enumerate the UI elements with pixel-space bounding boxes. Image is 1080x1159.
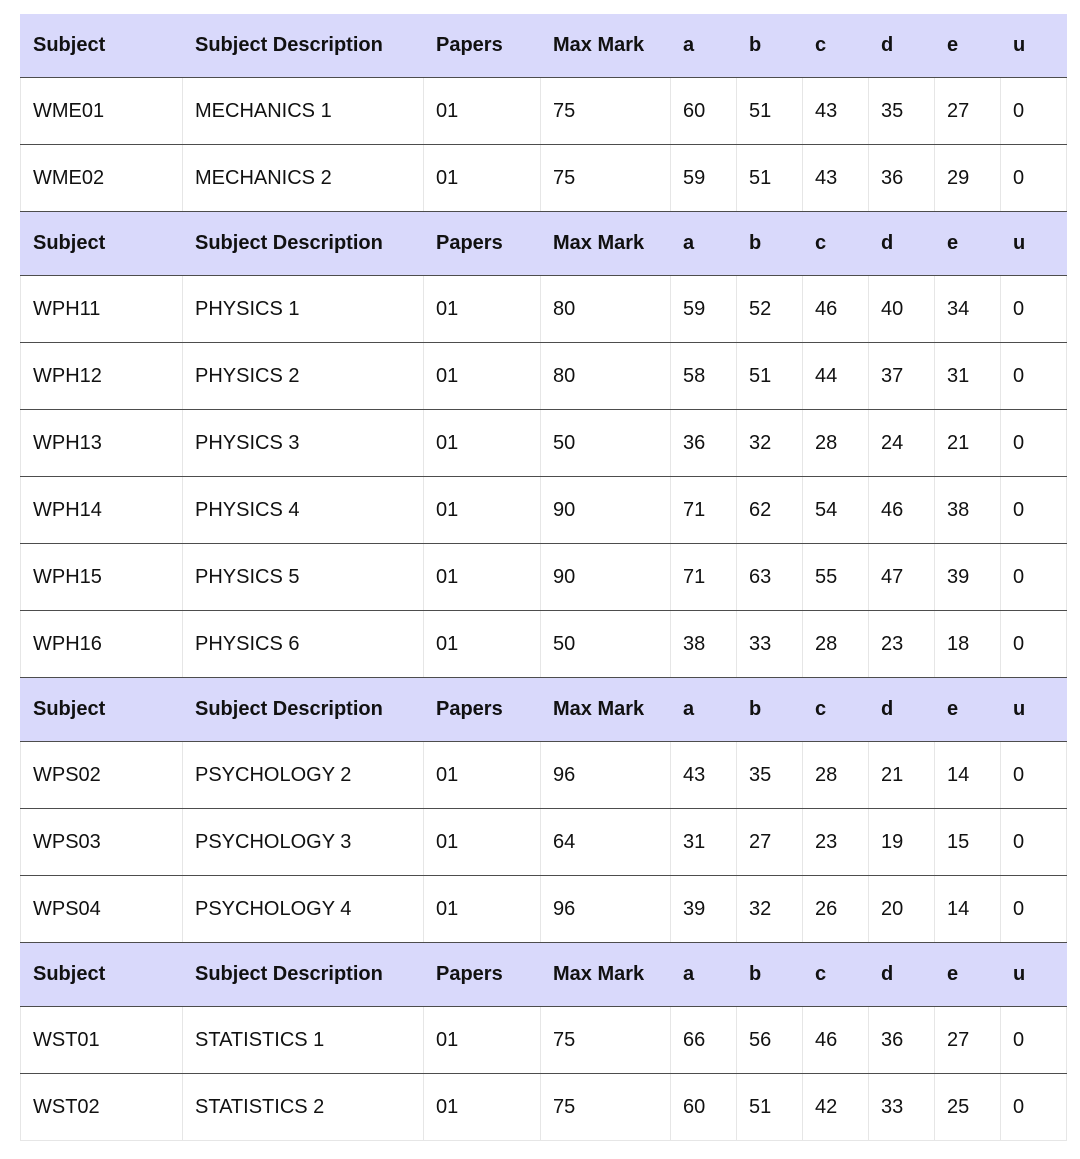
cell-grade-u: 0 [1001, 876, 1067, 943]
cell-grade-b: 51 [737, 78, 803, 145]
cell-grade-u: 0 [1001, 1074, 1067, 1141]
cell-grade-d: 47 [869, 544, 935, 611]
cell-grade-e: 27 [935, 78, 1001, 145]
cell-subject: WME01 [21, 78, 183, 145]
cell-grade-b: 35 [737, 742, 803, 809]
cell-max-mark: 50 [541, 410, 671, 477]
cell-grade-b: 32 [737, 410, 803, 477]
cell-subject-description: MECHANICS 2 [183, 145, 424, 212]
cell-subject-description: PSYCHOLOGY 3 [183, 809, 424, 876]
cell-grade-b: 51 [737, 145, 803, 212]
column-header-grade-c: c [803, 212, 869, 276]
cell-subject: WST02 [21, 1074, 183, 1141]
column-header-subject-description: Subject Description [183, 212, 424, 276]
cell-papers: 01 [424, 410, 541, 477]
column-header-grade-b: b [737, 678, 803, 742]
cell-grade-e: 31 [935, 343, 1001, 410]
column-header-subject: Subject [21, 212, 183, 276]
cell-subject: WPH11 [21, 276, 183, 343]
cell-grade-e: 29 [935, 145, 1001, 212]
cell-grade-b: 56 [737, 1007, 803, 1074]
cell-grade-d: 33 [869, 1074, 935, 1141]
column-header-grade-d: d [869, 14, 935, 78]
cell-max-mark: 96 [541, 742, 671, 809]
cell-grade-d: 19 [869, 809, 935, 876]
cell-subject-description: PHYSICS 3 [183, 410, 424, 477]
cell-grade-c: 43 [803, 78, 869, 145]
table-row [21, 876, 1067, 943]
cell-grade-c: 28 [803, 611, 869, 678]
cell-subject-description: PHYSICS 6 [183, 611, 424, 678]
cell-grade-e: 25 [935, 1074, 1001, 1141]
cell-grade-b: 51 [737, 343, 803, 410]
cell-grade-e: 34 [935, 276, 1001, 343]
cell-max-mark: 90 [541, 477, 671, 544]
column-header-grade-u: u [1001, 14, 1067, 78]
cell-grade-d: 46 [869, 477, 935, 544]
cell-grade-b: 51 [737, 1074, 803, 1141]
cell-grade-b: 52 [737, 276, 803, 343]
column-header-subject-description: Subject Description [183, 943, 424, 1007]
table-row [21, 1074, 1067, 1141]
cell-grade-c: 23 [803, 809, 869, 876]
column-header-grade-b: b [737, 212, 803, 276]
table-body [21, 14, 1067, 1141]
cell-max-mark: 80 [541, 343, 671, 410]
cell-subject-description: PHYSICS 5 [183, 544, 424, 611]
cell-subject-description: STATISTICS 2 [183, 1074, 424, 1141]
column-header-max-mark: Max Mark [541, 212, 671, 276]
column-header-grade-d: d [869, 943, 935, 1007]
column-header-papers: Papers [424, 212, 541, 276]
header-row [21, 943, 1067, 1007]
column-header-grade-b: b [737, 943, 803, 1007]
table-row [21, 611, 1067, 678]
cell-grade-c: 43 [803, 145, 869, 212]
cell-grade-c: 46 [803, 1007, 869, 1074]
column-header-max-mark: Max Mark [541, 943, 671, 1007]
cell-grade-d: 36 [869, 145, 935, 212]
column-header-papers: Papers [424, 678, 541, 742]
cell-papers: 01 [424, 544, 541, 611]
column-header-grade-c: c [803, 943, 869, 1007]
cell-max-mark: 64 [541, 809, 671, 876]
cell-grade-a: 43 [671, 742, 737, 809]
cell-grade-b: 27 [737, 809, 803, 876]
column-header-grade-d: d [869, 678, 935, 742]
cell-papers: 01 [424, 611, 541, 678]
cell-grade-d: 35 [869, 78, 935, 145]
cell-max-mark: 75 [541, 1074, 671, 1141]
cell-grade-u: 0 [1001, 809, 1067, 876]
cell-grade-e: 14 [935, 876, 1001, 943]
column-header-grade-e: e [935, 212, 1001, 276]
header-row [21, 212, 1067, 276]
cell-papers: 01 [424, 1007, 541, 1074]
column-header-grade-u: u [1001, 678, 1067, 742]
cell-papers: 01 [424, 477, 541, 544]
table-row [21, 343, 1067, 410]
table-row [21, 742, 1067, 809]
cell-papers: 01 [424, 343, 541, 410]
cell-subject: WPH16 [21, 611, 183, 678]
cell-grade-a: 31 [671, 809, 737, 876]
cell-grade-b: 33 [737, 611, 803, 678]
cell-max-mark: 50 [541, 611, 671, 678]
grade-boundaries-table [20, 14, 1067, 1141]
cell-grade-a: 59 [671, 145, 737, 212]
column-header-grade-d: d [869, 212, 935, 276]
cell-subject-description: PHYSICS 4 [183, 477, 424, 544]
column-header-grade-u: u [1001, 212, 1067, 276]
column-header-grade-b: b [737, 14, 803, 78]
column-header-papers: Papers [424, 943, 541, 1007]
cell-subject: WPS02 [21, 742, 183, 809]
table-row [21, 276, 1067, 343]
cell-grade-a: 58 [671, 343, 737, 410]
cell-grade-e: 15 [935, 809, 1001, 876]
table-row [21, 145, 1067, 212]
column-header-max-mark: Max Mark [541, 678, 671, 742]
cell-grade-a: 36 [671, 410, 737, 477]
cell-max-mark: 96 [541, 876, 671, 943]
cell-grade-e: 14 [935, 742, 1001, 809]
cell-grade-c: 42 [803, 1074, 869, 1141]
cell-grade-c: 44 [803, 343, 869, 410]
cell-papers: 01 [424, 876, 541, 943]
column-header-max-mark: Max Mark [541, 14, 671, 78]
cell-grade-u: 0 [1001, 343, 1067, 410]
cell-subject-description: PSYCHOLOGY 2 [183, 742, 424, 809]
cell-papers: 01 [424, 742, 541, 809]
column-header-grade-a: a [671, 943, 737, 1007]
column-header-grade-a: a [671, 212, 737, 276]
cell-grade-e: 38 [935, 477, 1001, 544]
cell-subject-description: MECHANICS 1 [183, 78, 424, 145]
column-header-subject: Subject [21, 678, 183, 742]
cell-grade-u: 0 [1001, 742, 1067, 809]
cell-grade-e: 27 [935, 1007, 1001, 1074]
cell-papers: 01 [424, 145, 541, 212]
cell-subject-description: PHYSICS 1 [183, 276, 424, 343]
cell-subject: WPS03 [21, 809, 183, 876]
cell-subject-description: STATISTICS 1 [183, 1007, 424, 1074]
cell-grade-d: 37 [869, 343, 935, 410]
cell-grade-d: 24 [869, 410, 935, 477]
column-header-grade-e: e [935, 678, 1001, 742]
cell-grade-a: 60 [671, 1074, 737, 1141]
cell-grade-a: 71 [671, 544, 737, 611]
table-row [21, 410, 1067, 477]
cell-grade-c: 28 [803, 410, 869, 477]
cell-subject: WME02 [21, 145, 183, 212]
cell-grade-d: 23 [869, 611, 935, 678]
cell-grade-b: 32 [737, 876, 803, 943]
table-row [21, 809, 1067, 876]
cell-grade-b: 63 [737, 544, 803, 611]
cell-subject: WPH15 [21, 544, 183, 611]
cell-grade-e: 21 [935, 410, 1001, 477]
cell-grade-u: 0 [1001, 611, 1067, 678]
cell-grade-a: 38 [671, 611, 737, 678]
cell-papers: 01 [424, 1074, 541, 1141]
cell-papers: 01 [424, 78, 541, 145]
column-header-subject: Subject [21, 943, 183, 1007]
cell-grade-d: 36 [869, 1007, 935, 1074]
cell-subject: WPH13 [21, 410, 183, 477]
column-header-grade-e: e [935, 14, 1001, 78]
cell-max-mark: 75 [541, 145, 671, 212]
column-header-grade-a: a [671, 678, 737, 742]
cell-grade-a: 71 [671, 477, 737, 544]
cell-grade-c: 28 [803, 742, 869, 809]
cell-grade-u: 0 [1001, 78, 1067, 145]
cell-grade-u: 0 [1001, 276, 1067, 343]
column-header-grade-a: a [671, 14, 737, 78]
column-header-grade-c: c [803, 678, 869, 742]
cell-papers: 01 [424, 809, 541, 876]
cell-grade-d: 21 [869, 742, 935, 809]
table-row [21, 1007, 1067, 1074]
cell-grade-c: 55 [803, 544, 869, 611]
table-row [21, 477, 1067, 544]
cell-grade-u: 0 [1001, 544, 1067, 611]
column-header-grade-c: c [803, 14, 869, 78]
cell-grade-a: 39 [671, 876, 737, 943]
header-row [21, 14, 1067, 78]
cell-grade-u: 0 [1001, 1007, 1067, 1074]
table-row [21, 544, 1067, 611]
cell-max-mark: 80 [541, 276, 671, 343]
cell-max-mark: 90 [541, 544, 671, 611]
cell-subject: WPS04 [21, 876, 183, 943]
cell-grade-d: 20 [869, 876, 935, 943]
cell-papers: 01 [424, 276, 541, 343]
cell-grade-d: 40 [869, 276, 935, 343]
cell-max-mark: 75 [541, 78, 671, 145]
cell-max-mark: 75 [541, 1007, 671, 1074]
cell-grade-e: 39 [935, 544, 1001, 611]
cell-grade-c: 26 [803, 876, 869, 943]
cell-grade-e: 18 [935, 611, 1001, 678]
cell-subject: WST01 [21, 1007, 183, 1074]
cell-grade-b: 62 [737, 477, 803, 544]
cell-grade-u: 0 [1001, 477, 1067, 544]
cell-subject-description: PHYSICS 2 [183, 343, 424, 410]
column-header-grade-e: e [935, 943, 1001, 1007]
cell-subject-description: PSYCHOLOGY 4 [183, 876, 424, 943]
column-header-subject: Subject [21, 14, 183, 78]
cell-grade-c: 46 [803, 276, 869, 343]
cell-subject: WPH12 [21, 343, 183, 410]
cell-grade-a: 59 [671, 276, 737, 343]
column-header-papers: Papers [424, 14, 541, 78]
column-header-subject-description: Subject Description [183, 14, 424, 78]
cell-grade-u: 0 [1001, 145, 1067, 212]
cell-grade-u: 0 [1001, 410, 1067, 477]
cell-grade-a: 60 [671, 78, 737, 145]
column-header-subject-description: Subject Description [183, 678, 424, 742]
cell-grade-a: 66 [671, 1007, 737, 1074]
column-header-grade-u: u [1001, 943, 1067, 1007]
cell-subject: WPH14 [21, 477, 183, 544]
table-row [21, 78, 1067, 145]
header-row [21, 678, 1067, 742]
cell-grade-c: 54 [803, 477, 869, 544]
